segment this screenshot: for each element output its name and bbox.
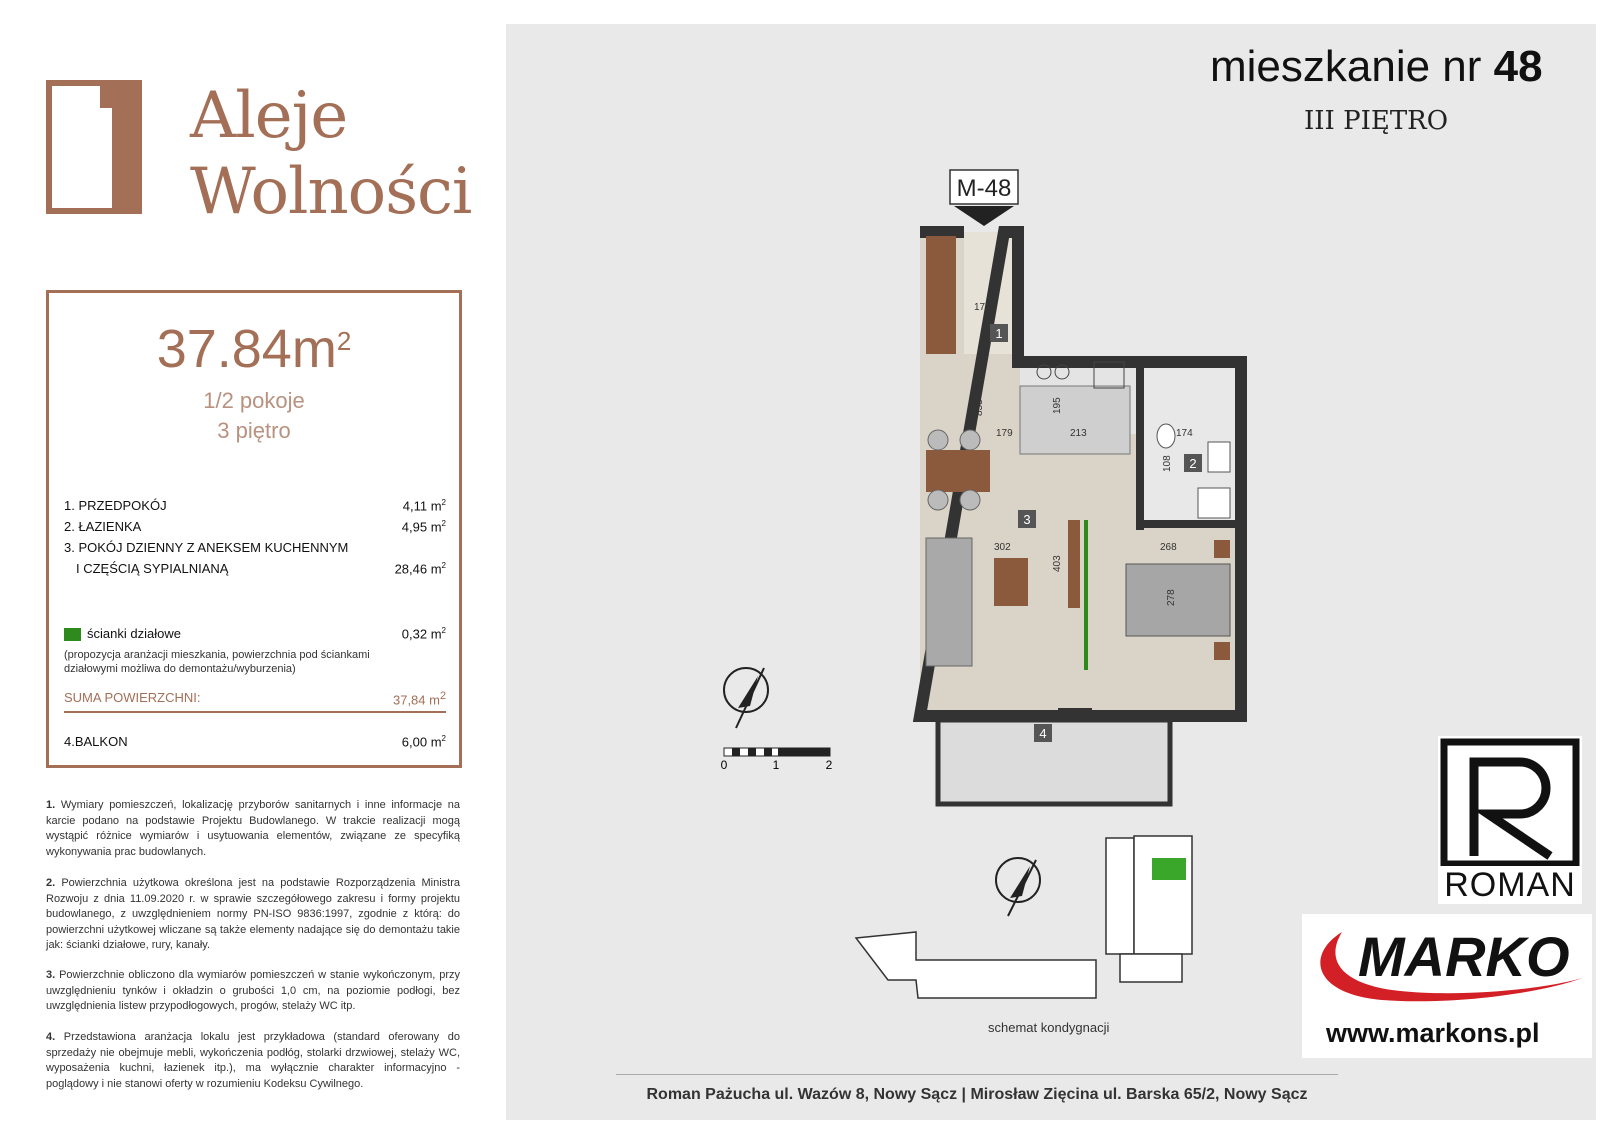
washbasin	[1208, 442, 1230, 472]
schema-label: schemat kondygnacji	[988, 1020, 1110, 1035]
balcony-row	[64, 734, 446, 749]
bed	[1126, 564, 1230, 636]
room-label: 1. PRZEDPOKÓJ	[64, 498, 167, 513]
scale-bar	[724, 748, 830, 756]
walls-label: ścianki działowe	[87, 626, 181, 641]
scale-tick: 0	[720, 758, 728, 772]
unit-tag: M-48	[956, 175, 1012, 202]
room-row-2	[64, 519, 446, 534]
scale-tick: 2	[825, 758, 833, 772]
partition-wall	[1084, 520, 1088, 670]
marko-website[interactable]: www.markons.pl	[1326, 1018, 1540, 1048]
room-area	[403, 498, 446, 513]
room-area-exp: 2	[441, 498, 446, 507]
balcony-label: 4.BALKON	[64, 734, 128, 749]
roman-r-icon	[1438, 736, 1582, 866]
apartment-title-prefix: mieszkanie nr	[1210, 42, 1482, 91]
footnote-num: 2.	[46, 877, 56, 889]
room-area-value: 28,46 m	[394, 561, 442, 577]
total-area-exp: 2	[336, 326, 352, 356]
walls-area-exp: 2	[441, 626, 446, 635]
coffee-table	[994, 558, 1028, 606]
room-area-exp: 2	[441, 519, 446, 528]
dim-label: 213	[1070, 428, 1087, 439]
apartment-highlight	[1152, 858, 1186, 880]
schema-north-arrow-icon	[996, 858, 1040, 916]
walls-row	[64, 626, 446, 641]
room-row-1	[64, 498, 446, 513]
rooms-count: 1/2 pokoje	[203, 388, 305, 413]
marko-logo-text: MARKO	[1358, 925, 1570, 988]
footnote-1	[46, 798, 460, 860]
room-label-3: 3	[1023, 512, 1031, 527]
footnote-num: 3.	[46, 969, 56, 981]
tv-stand	[1068, 520, 1080, 608]
room-area	[402, 519, 446, 534]
balcony-area	[402, 734, 446, 749]
dim-label: 178	[974, 302, 991, 313]
sum-area-value: 37,84 m	[392, 692, 440, 708]
footnote-text: Wymiary pomieszczeń, lokalizację przyborów sanitarnych i inne informacje na karcie podano na podstawie Projektu Budowlanego. W trakcie realizacji mogą wystąpić różnice wymiarów i usytuowania elementów, związane ze specyfiką wykonywania prac budowlanych.	[46, 799, 460, 858]
total-area	[46, 318, 462, 380]
chair	[960, 430, 980, 450]
footnote-text: Powierzchnia użytkowa określona jest na podstawie Rozporządzenia Ministra Rozwoju z dnia 11.09.2020 r. w sprawie szczegółowego zakresu i formy projektu budowlanego, z uwzględnieniem normy PN-ISO 9836:1997, zgodnie z którą: do powierzchni użytkowej wliczane są także elementy nadające się do demontażu takie jak: ścianki działowe, rury, kanały.	[46, 877, 460, 951]
room-label-2: 2	[1189, 456, 1197, 471]
sum-label: SUMA POWIERZCHNI:	[64, 690, 201, 705]
bathroom-wall	[1136, 362, 1144, 530]
dim-label: 174	[1176, 428, 1193, 439]
north-arrow-icon	[724, 668, 768, 728]
nightstand	[1214, 540, 1230, 558]
balcony	[938, 720, 1170, 804]
room-label-4: 4	[1039, 726, 1047, 741]
sum-row	[64, 690, 446, 713]
dim-label: 108	[1162, 455, 1173, 472]
room-label: 3. POKÓJ DZIENNY Z ANEKSEM KUCHENNYM	[64, 540, 349, 555]
chair	[928, 490, 948, 510]
room-area-exp: 2	[441, 561, 446, 570]
scale-tick: 1	[772, 758, 780, 772]
room-area-value: 4,95 m	[401, 519, 442, 535]
roman-logo-text: ROMAN	[1444, 866, 1576, 904]
bathroom-bottom-wall	[1136, 520, 1241, 528]
sum-area-exp: 2	[439, 690, 446, 702]
walls-area-value: 0,32 m	[401, 626, 442, 642]
footnote-4	[46, 1030, 460, 1092]
room-row-3	[64, 540, 446, 555]
entrance-arrow	[954, 206, 1014, 226]
dim-label: 833	[974, 399, 985, 416]
sum-area	[393, 690, 446, 707]
footnote-text: Przedstawiona aranżacja lokalu jest przykładowa (standard oferowany do sprzedaży nie obejmuje mebli, wykończenia podłóg, stolarki drzwiowej, stelaży WC, wyposażenia kuchni, łazienek itp.), ma wyłącznie charakter informacyjno - poglądowy i nie stanowi oferty w rozumieniu Kodeksu Cywilnego.	[46, 1031, 460, 1090]
balcony-area-exp: 2	[441, 734, 446, 743]
walls-area	[402, 626, 446, 641]
dim-label: 179	[996, 428, 1013, 439]
brand-logo-bar	[112, 80, 142, 214]
floor-label: III PIĘTRO	[1304, 106, 1449, 136]
footnote-text: Powierzchnie obliczono dla wymiarów pomieszczeń w stanie wykończonym, przy uwzględnieniu tynków i okładzin o grubości 1,0 cm, na poziomie podłogi, bez uwzględnienia listew przypodłogowych, progów, stelaży WC itp.	[46, 969, 460, 1012]
brand-name-line2: Wolności	[190, 155, 472, 229]
room-label: I CZĘŚCIĄ SYPIALNIANĄ	[76, 561, 229, 576]
floor-short: 3 piętro	[217, 418, 291, 443]
apartment-number: 48	[1493, 42, 1543, 91]
walls-note: (propozycja aranżacji mieszkania, powierzchnia pod ściankami działowymi możliwa do demontażu/wyburzenia)	[64, 649, 370, 675]
footnote-3	[46, 968, 460, 1015]
room-area	[395, 561, 446, 576]
footnote-num: 4.	[46, 1031, 56, 1043]
wardrobe	[926, 236, 956, 354]
walls-legend-swatch	[64, 628, 81, 641]
room-label: 2. ŁAZIENKA	[64, 519, 142, 534]
kitchen-counter	[1020, 386, 1130, 454]
footer-contacts: Roman Pażucha ul. Wazów 8, Nowy Sącz | Mirosław Zięcina ul. Barska 65/2, Nowy Sącz	[646, 1086, 1308, 1103]
total-area-value: 37.84m	[156, 319, 337, 379]
nightstand	[1214, 642, 1230, 660]
dim-label: 403	[1052, 555, 1063, 572]
apartment-title	[1210, 42, 1543, 92]
room-label-1: 1	[995, 326, 1003, 341]
dim-label: 268	[1160, 542, 1177, 553]
footnote-2	[46, 876, 460, 954]
room-row-3b	[76, 561, 446, 576]
footer-divider	[616, 1074, 1338, 1075]
balcony-area-value: 6,00 m	[401, 734, 442, 750]
washing-machine	[1198, 488, 1230, 518]
floor-plan	[506, 160, 1296, 1060]
footnote-num: 1.	[46, 799, 56, 811]
toilet	[1157, 424, 1175, 448]
room-area-value: 4,11 m	[402, 498, 442, 514]
brand-name-line1: Aleje	[190, 79, 348, 153]
brand-name	[190, 78, 471, 230]
sofa	[926, 538, 972, 666]
dim-label: 278	[1166, 589, 1177, 606]
dining-table	[926, 450, 990, 492]
chair	[928, 430, 948, 450]
building-schema	[856, 836, 1192, 998]
chair	[960, 490, 980, 510]
dim-label: 195	[1052, 397, 1063, 414]
dim-label: 302	[994, 542, 1011, 553]
